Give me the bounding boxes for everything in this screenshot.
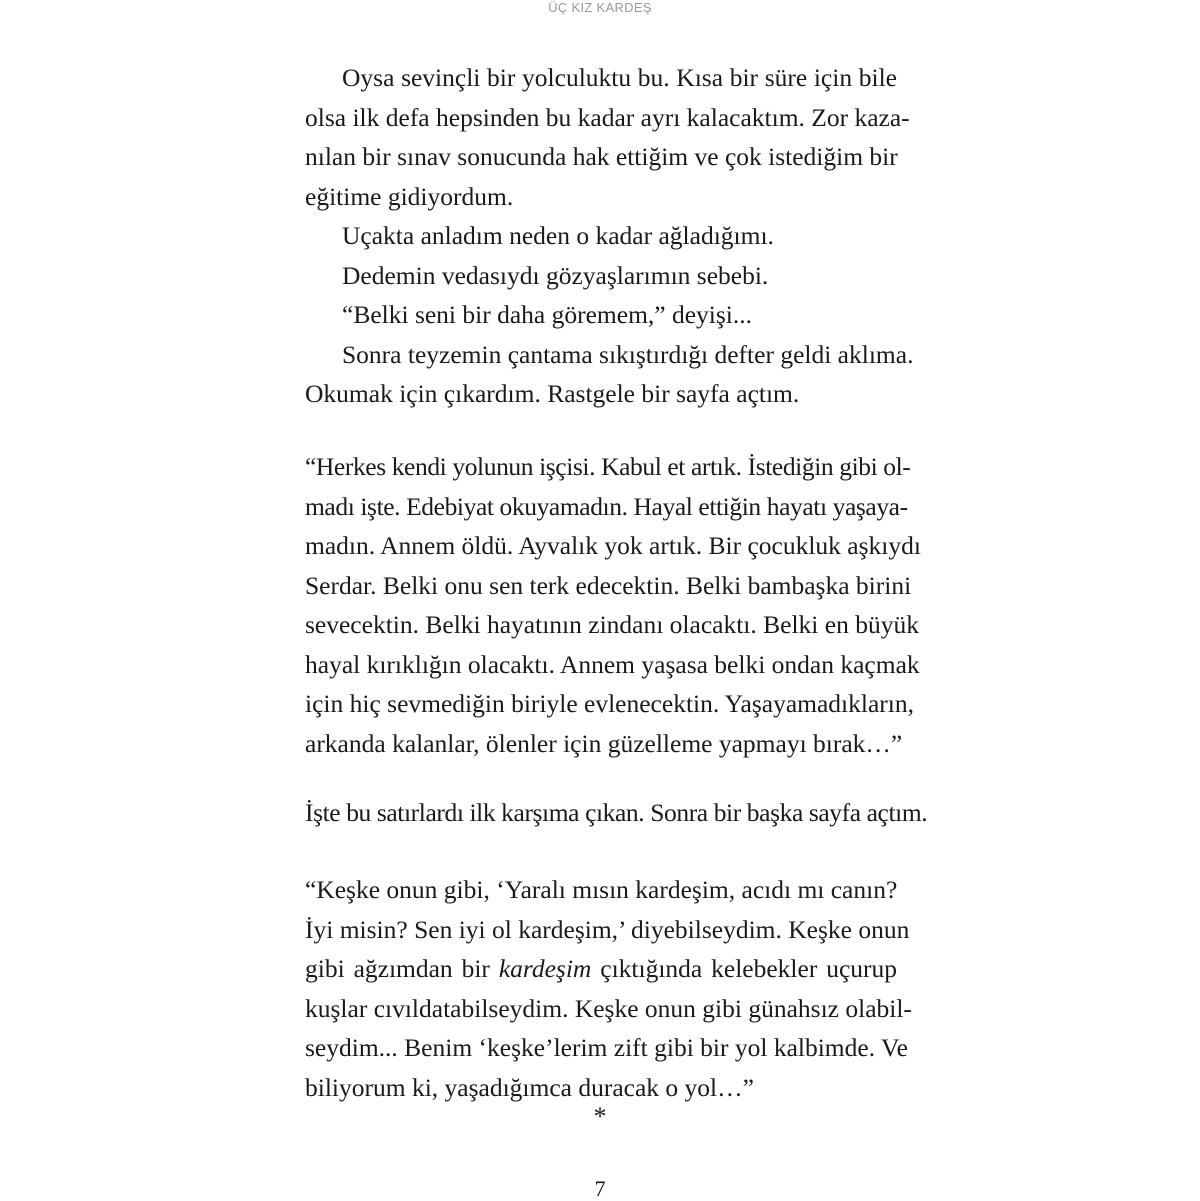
text-line: eğitime gidiyordum. xyxy=(305,181,514,211)
text-line: olsa ilk defa hepsinden bu kadar ayrı kalacaktım. Zor kaza- xyxy=(305,102,910,132)
text-line: nılan bir sınav sonucunda hak ettiğim ve çok istediğim bir xyxy=(305,142,898,171)
text-line: Oysa sevinçli bir yolculuktu bu. Kısa bir süre için bile xyxy=(342,63,897,92)
text-line: Dedemin vedasıydı gözyaşlarımın sebebi. xyxy=(342,260,769,290)
text-run: gibi ağzımdan bir xyxy=(305,954,499,983)
text-line: “Keşke onun gibi, ‘Yaralı mısın kardeşim, acıdı mı canın? xyxy=(305,875,898,904)
text-line: İşte bu satırlardı ilk karşıma çıkan. Sonra bir başka sayfa açtım. xyxy=(305,798,928,827)
paragraph-1 xyxy=(305,58,910,216)
text-line: İyi misin? Sen iyi ol kardeşim,’ diyebilseydim. Keşke onun xyxy=(305,914,910,944)
italic-word: kardeşim xyxy=(498,954,592,983)
text-line: biliyorum ki, yaşadığımca duracak o yol…” xyxy=(305,1072,754,1102)
text-line: madı işte. Edebiyat okuyamadın. Hayal ettiğin hayatı yaşaya- xyxy=(305,491,908,521)
quote-block-2 xyxy=(305,870,912,1107)
section-break-asterisk: * xyxy=(593,1102,607,1131)
text-line: madın. Annem öldü. Ayvalık yok artık. Bir çocukluk aşkıydı xyxy=(305,531,921,560)
quote-block-1 xyxy=(305,447,921,763)
text-line: Serdar. Belki onu sen terk edecektin. Belki bambaşka birini xyxy=(305,570,912,600)
text-line: “Belki seni bir daha göremem,” deyişi... xyxy=(342,300,753,329)
running-header: ÜÇ KIZ KARDEŞ xyxy=(548,0,652,15)
text-run: çıktığında kelebekler uçurup xyxy=(591,954,898,983)
text-line: kuşlar cıvıldatabilseydim. Keşke onun gibi günahsız olabil- xyxy=(305,993,912,1023)
text-line: seydim... Benim ‘keşke’lerim zift gibi bir yol kalbimde. Ve xyxy=(305,1033,908,1062)
text-line: Okumak için çıkardım. Rastgele bir sayfa açtım. xyxy=(305,379,800,408)
text-line: Uçakta anladım neden o kadar ağladığımı. xyxy=(342,221,774,250)
text-line: sevecektin. Belki hayatının zindanı olacaktı. Belki en büyük xyxy=(305,610,919,639)
text-line-with-italic xyxy=(305,949,897,989)
paragraph-group-2 xyxy=(305,216,914,414)
text-line: arkanda kalanlar, ölenler için güzelleme yapmayı bırak…” xyxy=(305,728,903,758)
paragraph-6 xyxy=(305,793,928,833)
page-number: 7 xyxy=(594,1176,606,1201)
text-line: Sonra teyzemin çantama sıkıştırdığı defter geldi aklıma. xyxy=(342,339,914,369)
text-line: için hiç sevmediğin biriyle evlenecektin. Yaşayamadıkların, xyxy=(305,689,914,718)
text-line: hayal kırıklığın olacaktı. Annem yaşasa belki ondan kaçmak xyxy=(305,649,920,679)
text-line: “Herkes kendi yolunun işçisi. Kabul et artık. İstediğin gibi ol- xyxy=(305,452,911,481)
